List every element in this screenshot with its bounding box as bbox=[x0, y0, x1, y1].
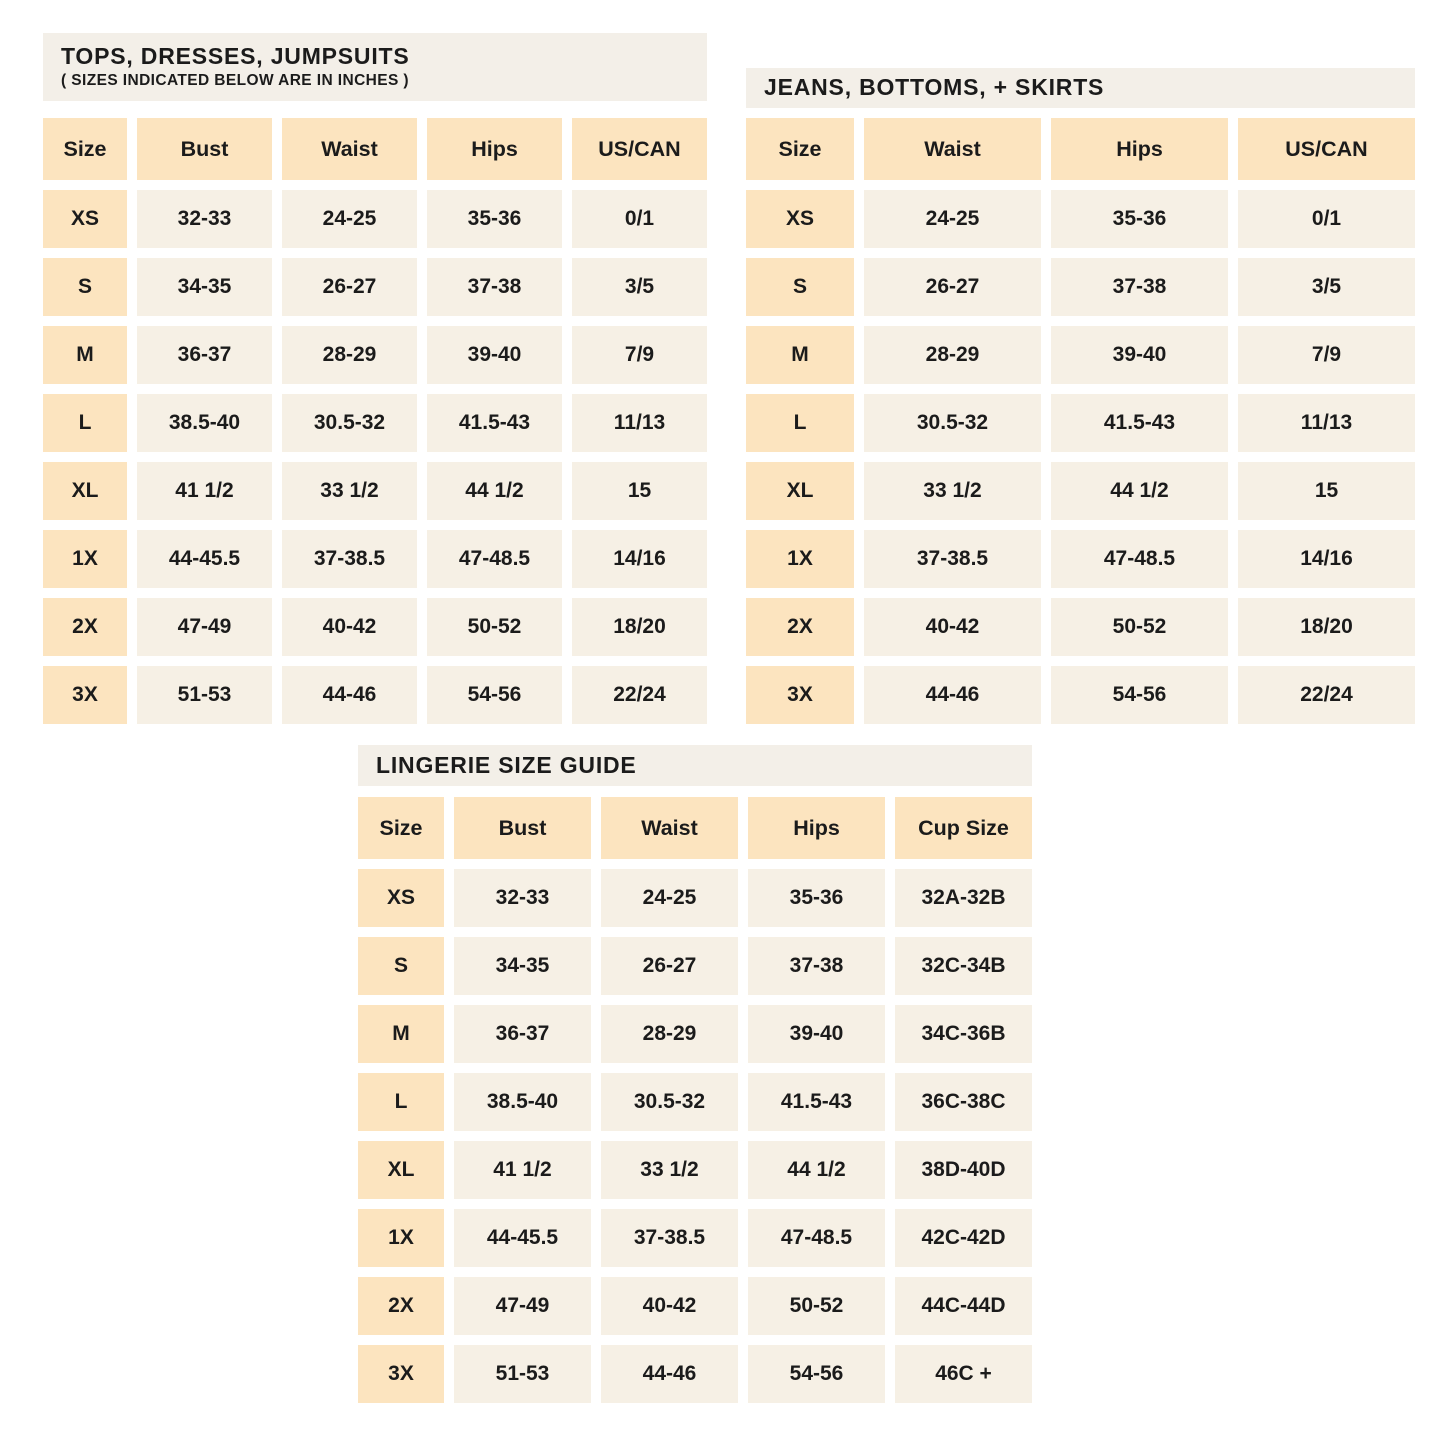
measurement-cell: 28-29 bbox=[601, 1005, 738, 1063]
measurement-cell: 3/5 bbox=[1238, 258, 1415, 316]
measurement-cell: 14/16 bbox=[1238, 530, 1415, 588]
measurement-cell: 26-27 bbox=[864, 258, 1041, 316]
measurement-cell: 40-42 bbox=[864, 598, 1041, 656]
measurement-cell: 39-40 bbox=[748, 1005, 885, 1063]
measurement-cell: 51-53 bbox=[454, 1345, 591, 1403]
size-label-cell: L bbox=[746, 394, 854, 452]
measurement-cell: 41.5-43 bbox=[1051, 394, 1228, 452]
column-header-waist: Waist bbox=[282, 118, 417, 180]
measurement-cell: 44-46 bbox=[864, 666, 1041, 724]
measurement-cell: 47-49 bbox=[137, 598, 272, 656]
measurement-cell: 44C-44D bbox=[895, 1277, 1032, 1335]
measurement-cell: 36-37 bbox=[137, 326, 272, 384]
size-label-cell: XS bbox=[43, 190, 127, 248]
measurement-cell: 37-38 bbox=[748, 937, 885, 995]
measurement-cell: 15 bbox=[1238, 462, 1415, 520]
measurement-cell: 32A-32B bbox=[895, 869, 1032, 927]
measurement-cell: 37-38 bbox=[427, 258, 562, 316]
measurement-cell: 24-25 bbox=[864, 190, 1041, 248]
measurement-cell: 32-33 bbox=[137, 190, 272, 248]
lingerie-size-guide-table bbox=[358, 745, 1032, 1403]
jeans-bottoms-skirts-table bbox=[746, 68, 1415, 724]
size-grid bbox=[358, 797, 1032, 1403]
size-label-cell: 2X bbox=[746, 598, 854, 656]
size-label-cell: XS bbox=[358, 869, 444, 927]
size-grid bbox=[43, 118, 707, 724]
measurement-cell: 39-40 bbox=[427, 326, 562, 384]
measurement-cell: 37-38.5 bbox=[282, 530, 417, 588]
size-label-cell: L bbox=[43, 394, 127, 452]
column-header-waist: Waist bbox=[864, 118, 1041, 180]
measurement-cell: 35-36 bbox=[748, 869, 885, 927]
measurement-cell: 40-42 bbox=[282, 598, 417, 656]
measurement-cell: 37-38.5 bbox=[864, 530, 1041, 588]
size-label-cell: XL bbox=[43, 462, 127, 520]
size-label-cell: 2X bbox=[358, 1277, 444, 1335]
measurement-cell: 54-56 bbox=[427, 666, 562, 724]
column-header-bust: Bust bbox=[454, 797, 591, 859]
measurement-cell: 28-29 bbox=[282, 326, 417, 384]
table-title: TOPS, DRESSES, JUMPSUITS bbox=[61, 42, 410, 69]
size-label-cell: 3X bbox=[43, 666, 127, 724]
column-header-us-can: US/CAN bbox=[572, 118, 707, 180]
column-header-size: Size bbox=[43, 118, 127, 180]
measurement-cell: 46C + bbox=[895, 1345, 1032, 1403]
measurement-cell: 47-48.5 bbox=[1051, 530, 1228, 588]
measurement-cell: 7/9 bbox=[1238, 326, 1415, 384]
measurement-cell: 24-25 bbox=[282, 190, 417, 248]
size-label-cell: S bbox=[358, 937, 444, 995]
measurement-cell: 54-56 bbox=[748, 1345, 885, 1403]
measurement-cell: 33 1/2 bbox=[601, 1141, 738, 1199]
column-header-hips: Hips bbox=[1051, 118, 1228, 180]
size-label-cell: XL bbox=[358, 1141, 444, 1199]
size-label-cell: XS bbox=[746, 190, 854, 248]
column-header-bust: Bust bbox=[137, 118, 272, 180]
measurement-cell: 30.5-32 bbox=[864, 394, 1041, 452]
table-title-banner bbox=[43, 33, 707, 101]
measurement-cell: 47-49 bbox=[454, 1277, 591, 1335]
measurement-cell: 36C-38C bbox=[895, 1073, 1032, 1131]
measurement-cell: 11/13 bbox=[572, 394, 707, 452]
measurement-cell: 3/5 bbox=[572, 258, 707, 316]
measurement-cell: 44 1/2 bbox=[427, 462, 562, 520]
size-label-cell: 3X bbox=[358, 1345, 444, 1403]
measurement-cell: 22/24 bbox=[572, 666, 707, 724]
measurement-cell: 51-53 bbox=[137, 666, 272, 724]
column-header-hips: Hips bbox=[748, 797, 885, 859]
measurement-cell: 34-35 bbox=[454, 937, 591, 995]
measurement-cell: 44 1/2 bbox=[1051, 462, 1228, 520]
size-label-cell: 2X bbox=[43, 598, 127, 656]
table-title-banner bbox=[358, 745, 1032, 786]
measurement-cell: 38.5-40 bbox=[137, 394, 272, 452]
size-grid bbox=[746, 118, 1415, 724]
measurement-cell: 33 1/2 bbox=[282, 462, 417, 520]
measurement-cell: 30.5-32 bbox=[282, 394, 417, 452]
column-header-size: Size bbox=[358, 797, 444, 859]
measurement-cell: 41 1/2 bbox=[454, 1141, 591, 1199]
measurement-cell: 22/24 bbox=[1238, 666, 1415, 724]
measurement-cell: 0/1 bbox=[572, 190, 707, 248]
measurement-cell: 44-45.5 bbox=[454, 1209, 591, 1267]
table-title: JEANS, BOTTOMS, + SKIRTS bbox=[764, 74, 1105, 101]
size-label-cell: M bbox=[358, 1005, 444, 1063]
size-label-cell: S bbox=[746, 258, 854, 316]
measurement-cell: 38.5-40 bbox=[454, 1073, 591, 1131]
measurement-cell: 50-52 bbox=[1051, 598, 1228, 656]
size-label-cell: L bbox=[358, 1073, 444, 1131]
measurement-cell: 33 1/2 bbox=[864, 462, 1041, 520]
measurement-cell: 44 1/2 bbox=[748, 1141, 885, 1199]
size-label-cell: M bbox=[43, 326, 127, 384]
measurement-cell: 7/9 bbox=[572, 326, 707, 384]
size-label-cell: 1X bbox=[43, 530, 127, 588]
size-label-cell: M bbox=[746, 326, 854, 384]
measurement-cell: 30.5-32 bbox=[601, 1073, 738, 1131]
measurement-cell: 50-52 bbox=[427, 598, 562, 656]
measurement-cell: 18/20 bbox=[572, 598, 707, 656]
measurement-cell: 47-48.5 bbox=[427, 530, 562, 588]
column-header-cup-size: Cup Size bbox=[895, 797, 1032, 859]
measurement-cell: 26-27 bbox=[282, 258, 417, 316]
measurement-cell: 41.5-43 bbox=[427, 394, 562, 452]
measurement-cell: 50-52 bbox=[748, 1277, 885, 1335]
measurement-cell: 24-25 bbox=[601, 869, 738, 927]
measurement-cell: 54-56 bbox=[1051, 666, 1228, 724]
column-header-hips: Hips bbox=[427, 118, 562, 180]
column-header-waist: Waist bbox=[601, 797, 738, 859]
column-header-size: Size bbox=[746, 118, 854, 180]
size-label-cell: 1X bbox=[358, 1209, 444, 1267]
size-label-cell: S bbox=[43, 258, 127, 316]
measurement-cell: 42C-42D bbox=[895, 1209, 1032, 1267]
measurement-cell: 40-42 bbox=[601, 1277, 738, 1335]
measurement-cell: 26-27 bbox=[601, 937, 738, 995]
measurement-cell: 44-46 bbox=[601, 1345, 738, 1403]
measurement-cell: 14/16 bbox=[572, 530, 707, 588]
measurement-cell: 32-33 bbox=[454, 869, 591, 927]
measurement-cell: 15 bbox=[572, 462, 707, 520]
tops-dresses-jumpsuits-table bbox=[43, 33, 707, 724]
size-label-cell: 3X bbox=[746, 666, 854, 724]
measurement-cell: 35-36 bbox=[1051, 190, 1228, 248]
measurement-cell: 39-40 bbox=[1051, 326, 1228, 384]
table-title-banner bbox=[746, 68, 1415, 108]
measurement-cell: 28-29 bbox=[864, 326, 1041, 384]
table-title: LINGERIE SIZE GUIDE bbox=[376, 751, 637, 778]
measurement-cell: 34-35 bbox=[137, 258, 272, 316]
measurement-cell: 32C-34B bbox=[895, 937, 1032, 995]
measurement-cell: 0/1 bbox=[1238, 190, 1415, 248]
measurement-cell: 44-45.5 bbox=[137, 530, 272, 588]
measurement-cell: 11/13 bbox=[1238, 394, 1415, 452]
table-units-note: ( SIZES INDICATED BELOW ARE IN INCHES ) bbox=[61, 72, 409, 90]
measurement-cell: 37-38 bbox=[1051, 258, 1228, 316]
measurement-cell: 37-38.5 bbox=[601, 1209, 738, 1267]
measurement-cell: 35-36 bbox=[427, 190, 562, 248]
measurement-cell: 18/20 bbox=[1238, 598, 1415, 656]
measurement-cell: 41.5-43 bbox=[748, 1073, 885, 1131]
measurement-cell: 44-46 bbox=[282, 666, 417, 724]
size-label-cell: 1X bbox=[746, 530, 854, 588]
measurement-cell: 47-48.5 bbox=[748, 1209, 885, 1267]
measurement-cell: 38D-40D bbox=[895, 1141, 1032, 1199]
measurement-cell: 41 1/2 bbox=[137, 462, 272, 520]
measurement-cell: 34C-36B bbox=[895, 1005, 1032, 1063]
size-label-cell: XL bbox=[746, 462, 854, 520]
measurement-cell: 36-37 bbox=[454, 1005, 591, 1063]
column-header-us-can: US/CAN bbox=[1238, 118, 1415, 180]
